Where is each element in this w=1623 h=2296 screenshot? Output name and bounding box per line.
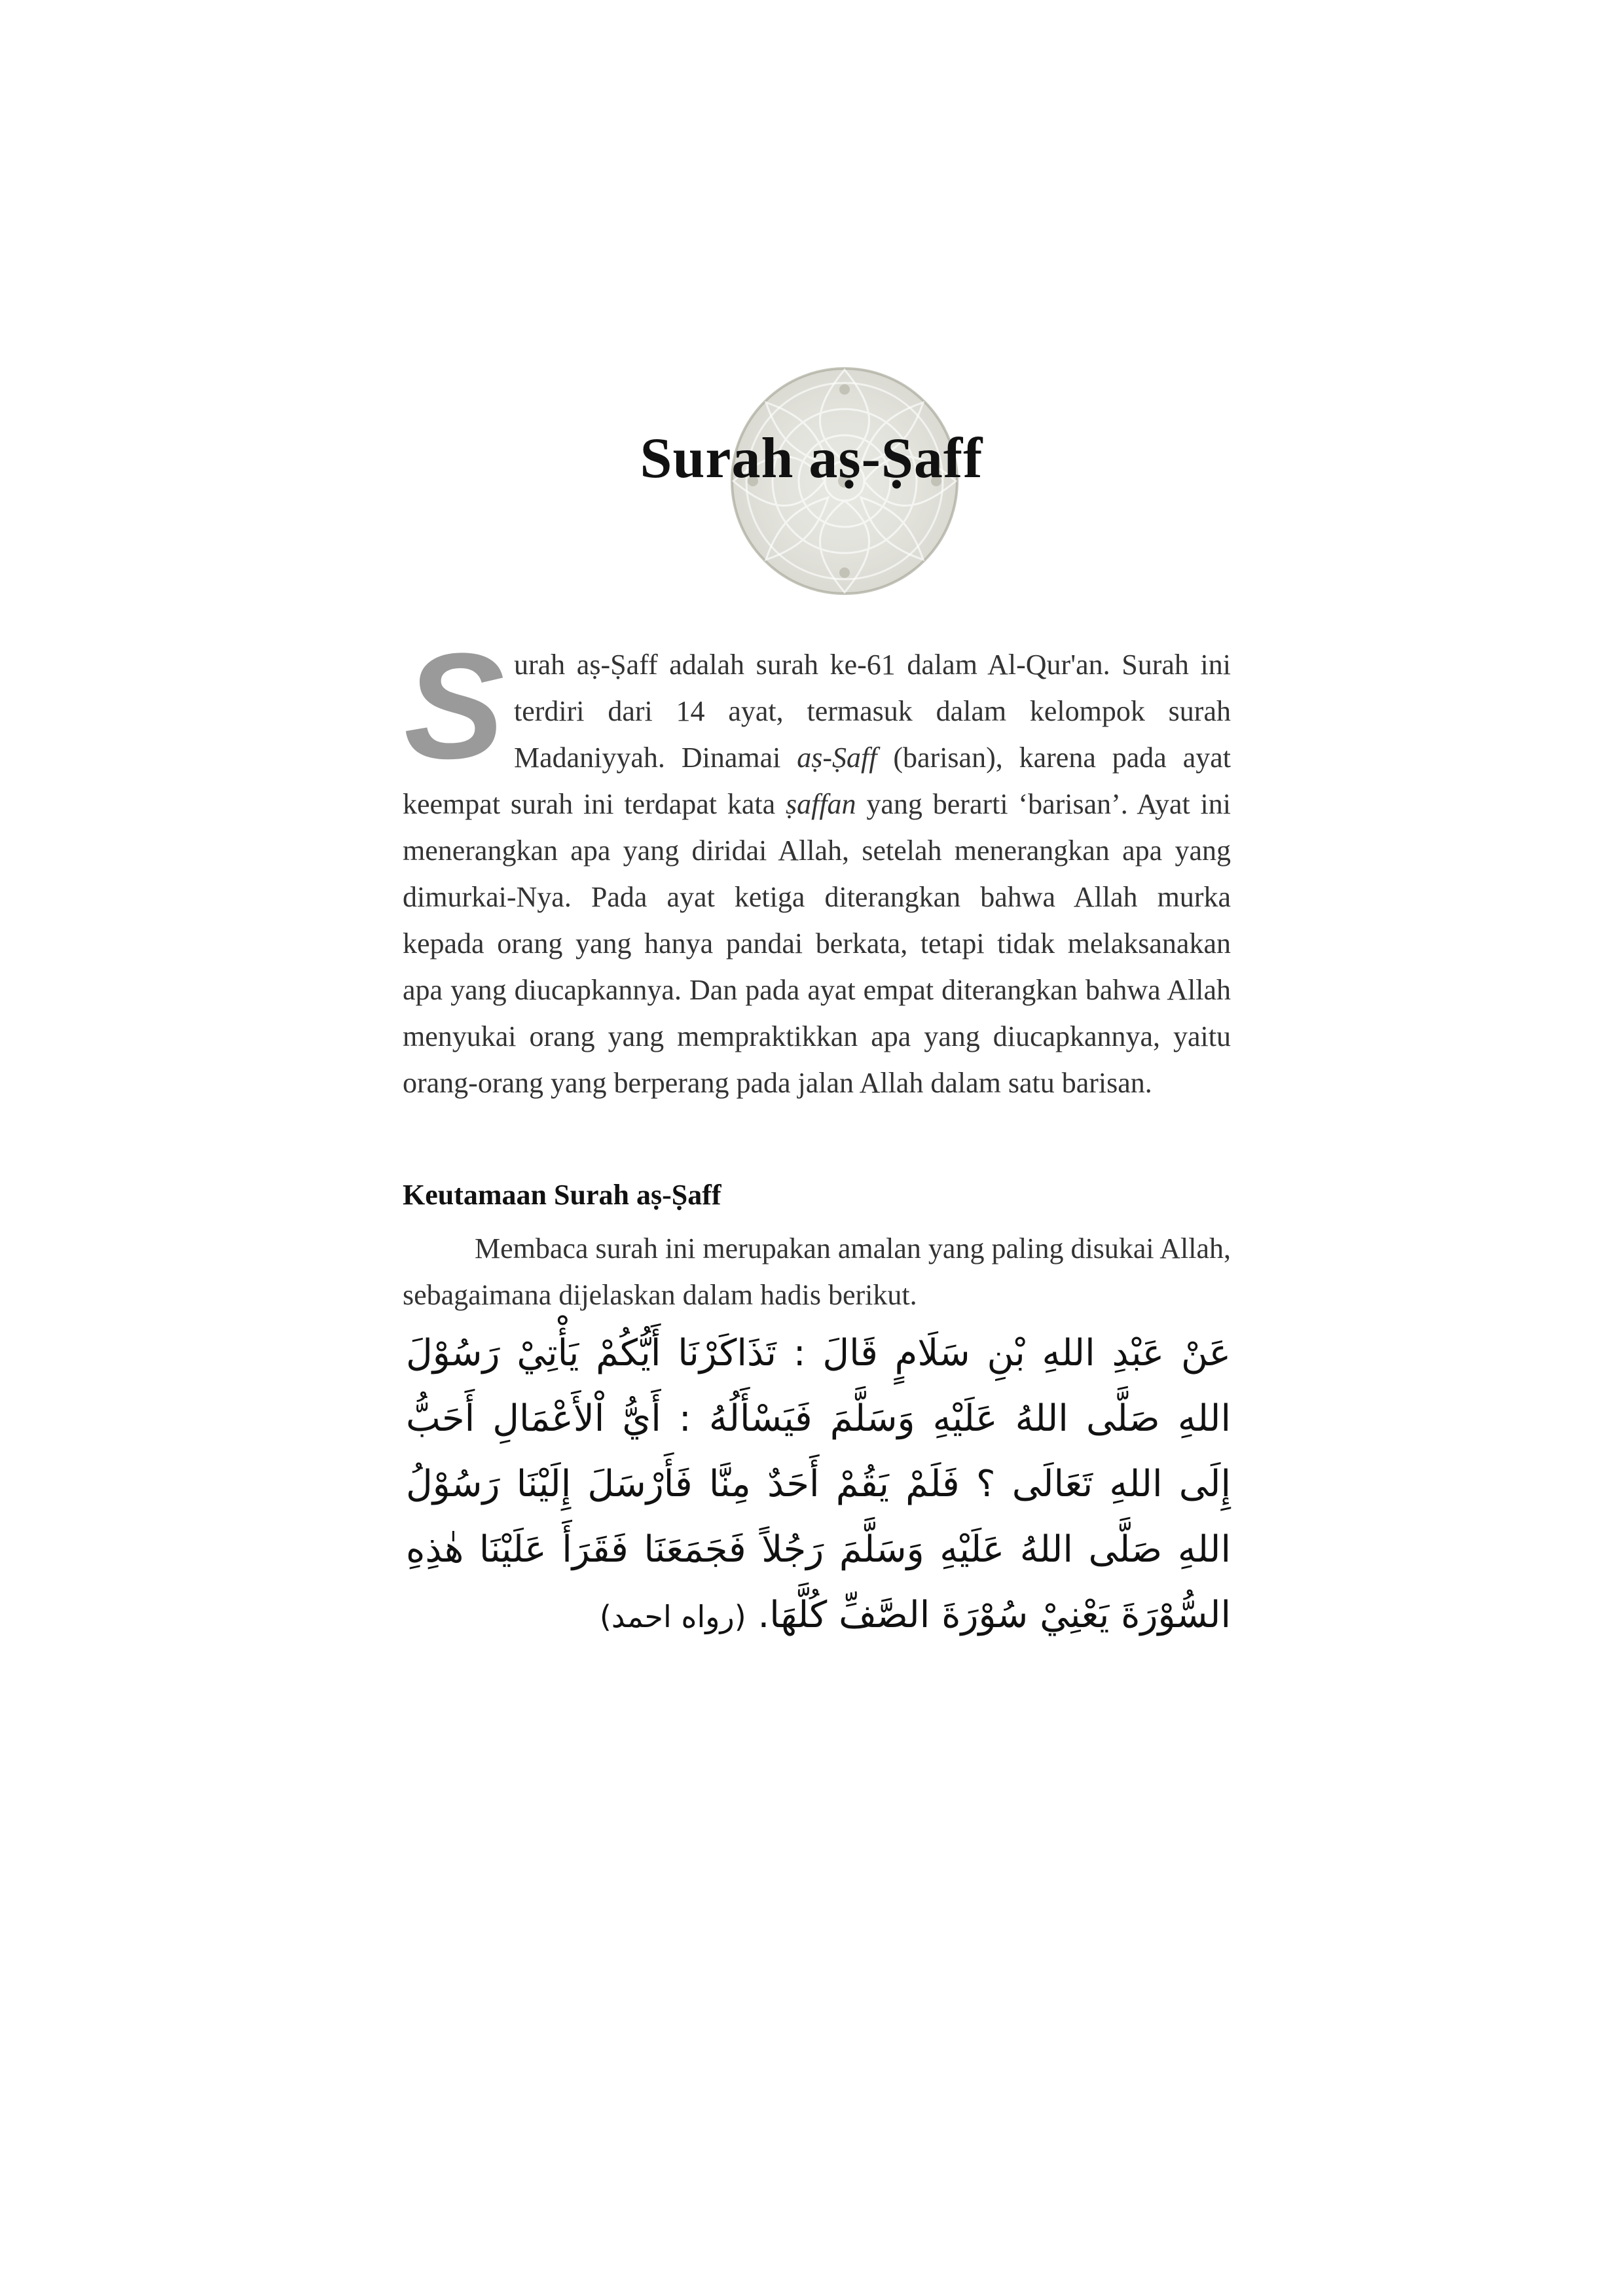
dropcap-letter: [403, 647, 514, 771]
dropcap-glyph: S: [404, 647, 505, 771]
intro-text-1: urah aṣ-Ṣaff adalah surah ke-61 dalam Al-Qur'an. Surah ini terdiri dari 14 ayat, termasuk dalam kelompok surah Madaniyyah. Dinamai: [514, 649, 1231, 774]
intro-italic-word: ṣaffan: [785, 788, 856, 820]
intro-text-3: yang berarti ‘barisan’. Ayat ini menerangkan apa yang diridai Allah, setelah menerangkan apa yang dimurkai-Nya. Pada ayat ketiga diterangkan bahwa Allah murka kepada orang yang hanya pandai berkata, tetapi tidak melaksanakan apa yang diucapkannya. Dan pada ayat empat diterangkan bahwa Allah menyukai orang yang mempraktikkan apa yang diucapkannya, yaitu orang-orang yang berperang pada jalan Allah dalam satu barisan.: [403, 788, 1231, 1099]
hadith-reference: (رواه احمد): [599, 1599, 746, 1634]
intro-paragraph: [403, 641, 1231, 1106]
page-title: Surah aṣ-Ṣaff: [640, 427, 983, 490]
section-heading: Keutamaan Surah aṣ-Ṣaff: [403, 1179, 721, 1211]
hadith-text: عَنْ عَبْدِ اللهِ بْنِ سَلَامٍ قَالَ : تَذَاكَرْنَا أَيُّكُمْ يَأْتِيْ رَسُوْلَ اللهِ صَلَّى اللهُ عَلَيْهِ وَسَلَّمَ فَيَسْأَلُهُ : أَيُّ اْلأَعْمَالِ أَحَبُّ إِلَى اللهِ تَعَالَى ؟ فَلَمْ يَقُمْ أَحَدٌ مِنَّا فَأَرْسَلَ إِلَيْنَا رَسُوْلُ اللهِ صَلَّى اللهُ عَلَيْهِ وَسَلَّمَ رَجُلاً فَجَمَعَنَا فَقَرَأَ عَلَيْنَا هٰذِهِ السُّوْرَةَ يَعْنِيْ سُوْرَةَ الصَّفِّ كُلَّهَا.: [406, 1332, 1231, 1636]
virtue-paragraph: Membaca surah ini merupakan amalan yang paling disukai Allah, sebagaimana dijelaskan dalam hadis berikut.: [403, 1232, 1231, 1311]
intro-italic-name: aṣ-Ṣaff: [797, 742, 877, 774]
hadith-arabic: [406, 1321, 1231, 1649]
intro-text-2: (barisan), karena pada ayat keempat surah ini terdapat kata: [403, 742, 1231, 820]
